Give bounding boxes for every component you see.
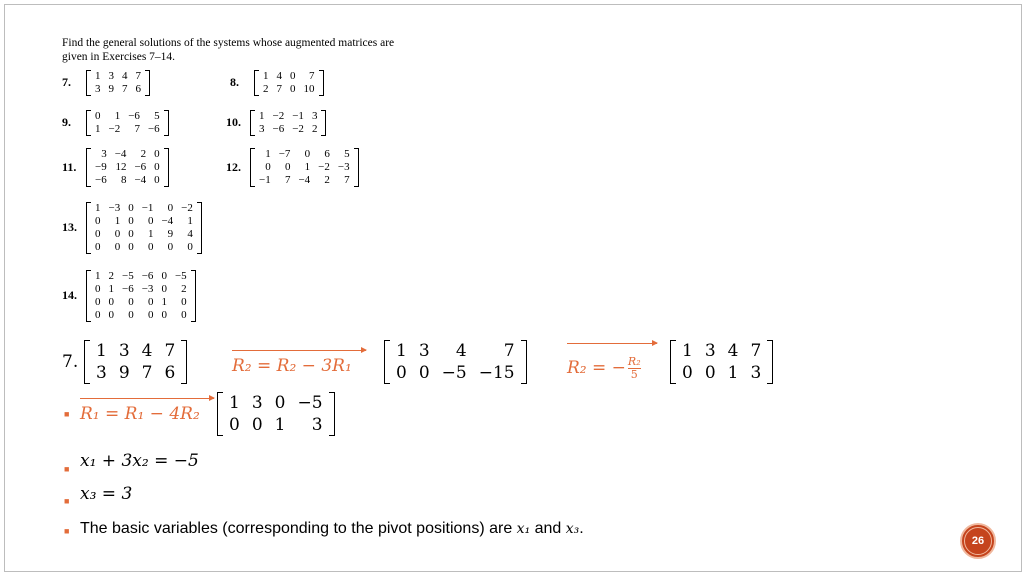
matrix-cell: 0 (154, 174, 160, 186)
matrix-cell: 0 (274, 393, 286, 413)
matrix-cell: 0 (290, 70, 296, 82)
matrix-cell: 0 (128, 309, 134, 321)
matrix-cell: 0 (128, 215, 134, 227)
matrix-m2 (384, 340, 527, 384)
matrix-cell: 4 (727, 341, 739, 361)
matrix-cell: 1 (229, 393, 240, 413)
matrix-cell: −7 (278, 148, 291, 160)
exercise-matrix (86, 110, 169, 136)
matrix-cell: 7 (750, 341, 762, 361)
matrix-cell: 4 (276, 70, 282, 82)
exercise-matrix (254, 70, 324, 96)
exercise-matrix (86, 148, 169, 187)
matrix-cell: 3 (108, 70, 114, 82)
matrix-cell: 0 (396, 363, 407, 383)
matrix-cell: 3 (118, 341, 130, 361)
matrix-cell: 0 (95, 296, 101, 308)
matrix-cell: 7 (141, 363, 153, 383)
exercise-matrix (86, 202, 202, 254)
matrix-cell: −4 (161, 215, 174, 227)
matrix-cell: 4 (141, 341, 153, 361)
exercise-label: 12. (226, 159, 241, 174)
matrix-cell: −5 (441, 363, 467, 383)
matrix-cell: 1 (187, 215, 193, 227)
matrix-cell: −5 (122, 270, 134, 282)
matrix-m1 (84, 340, 187, 384)
matrix-cell: 0 (128, 202, 134, 214)
matrix-cell: 3 (259, 123, 265, 135)
matrix-cell: −1 (259, 174, 271, 186)
row-op-1-arrow (232, 350, 366, 351)
matrix-cell: 7 (309, 70, 315, 82)
matrix-cell: 7 (344, 174, 350, 186)
matrix-cell: −15 (478, 363, 515, 383)
matrix-cell: 0 (167, 202, 174, 214)
matrix-cell: −4 (298, 174, 311, 186)
matrix-cell: 0 (114, 241, 121, 253)
matrix-cell: 0 (181, 296, 187, 308)
matrix-cell: 2 (324, 174, 330, 186)
matrix-cell: 0 (229, 415, 240, 435)
matrix-cell: −5 (297, 393, 323, 413)
exercise-matrix (86, 270, 196, 322)
matrix-cell: 0 (161, 309, 167, 321)
matrix-cell: 3 (418, 341, 430, 361)
bullet-4: ■ (64, 526, 70, 536)
matrix-cell: 1 (263, 70, 269, 82)
matrix-cell: 1 (114, 110, 121, 122)
page-number-badge (960, 523, 996, 559)
matrix-cell: 3 (704, 341, 716, 361)
matrix-cell: 1 (95, 202, 101, 214)
exercise-matrix (250, 148, 359, 187)
matrix-cell: 0 (154, 161, 160, 173)
matrix-cell: 1 (161, 296, 167, 308)
exercise-label: 9. (62, 115, 71, 129)
matrix-cell: 2 (311, 123, 318, 135)
matrix-cell: 0 (95, 309, 101, 321)
matrix-cell: 7 (122, 83, 128, 95)
matrix-cell: 0 (187, 241, 193, 253)
matrix-cell: 3 (101, 148, 107, 160)
sentence-pre: The basic variables (corresponding to the pivot positions) are (80, 520, 517, 537)
matrix-cell: 0 (108, 309, 114, 321)
matrix-cell: −6 (147, 123, 160, 135)
matrix-cell: 3 (311, 110, 318, 122)
matrix-cell: 12 (115, 161, 127, 173)
matrix-cell: 7 (135, 70, 141, 82)
matrix-cell: −9 (95, 161, 107, 173)
matrix-cell: 3 (96, 363, 107, 383)
matrix-cell: 1 (259, 110, 265, 122)
matrix-cell: −1 (141, 202, 154, 214)
matrix-cell: −6 (95, 174, 107, 186)
row-op-2-numerator: R₂ (627, 355, 641, 368)
matrix-cell: 9 (108, 83, 114, 95)
row-op-2 (567, 356, 641, 381)
matrix-cell: 5 (154, 110, 160, 122)
matrix-cell: 10 (303, 83, 315, 95)
matrix-cell: 1 (147, 228, 154, 240)
matrix-cell: 1 (274, 415, 286, 435)
exercise-matrix (250, 110, 326, 136)
row-op-3: R₁ = R₁ − 4R₂ (80, 404, 200, 424)
sentence-end: . (579, 520, 584, 537)
matrix-cell: 3 (95, 83, 101, 95)
row-op-2-denominator: 5 (630, 368, 638, 381)
matrix-cell: 6 (135, 83, 141, 95)
page-number: 26 (971, 535, 985, 547)
matrix-cell: 0 (167, 241, 174, 253)
exercise-intro: Find the general solutions of the systems whose augmented matrices are given in Exercises 7–14. (62, 37, 395, 63)
matrix-cell: 0 (161, 283, 167, 295)
matrix-cell: 0 (95, 283, 101, 295)
matrix-cell: 0 (181, 309, 187, 321)
matrix-cell: −2 (318, 161, 330, 173)
matrix-cell: 0 (265, 161, 271, 173)
matrix-cell: 3 (251, 393, 263, 413)
matrix-cell: 9 (167, 228, 174, 240)
exercise-label: 7. (62, 75, 71, 89)
matrix-cell: 7 (276, 83, 282, 95)
matrix-cell: 1 (95, 123, 101, 135)
matrix-cell: 1 (114, 215, 121, 227)
equation-1: x₁ + 3x₂ = −5 (80, 451, 199, 471)
matrix-cell: 0 (418, 363, 430, 383)
matrix-cell: 0 (147, 296, 154, 308)
matrix-cell: 0 (154, 148, 160, 160)
matrix-cell: −3 (108, 202, 121, 214)
matrix-cell: 9 (118, 363, 130, 383)
matrix-cell: 1 (304, 161, 311, 173)
matrix-cell: −5 (174, 270, 187, 282)
matrix-cell: 7 (164, 341, 176, 361)
matrix-cell: 4 (187, 228, 193, 240)
matrix-m4 (217, 392, 335, 436)
matrix-cell: 2 (108, 270, 114, 282)
matrix-cell: 6 (164, 363, 176, 383)
matrix-cell: 7 (284, 174, 291, 186)
matrix-cell: 5 (344, 148, 350, 160)
matrix-cell: 3 (311, 415, 323, 435)
matrix-cell: 0 (147, 309, 154, 321)
matrix-cell: 0 (95, 110, 101, 122)
exercise-label: 8. (230, 75, 239, 89)
matrix-cell: 4 (122, 70, 128, 82)
matrix-cell: 7 (503, 341, 515, 361)
matrix-cell: 3 (750, 363, 762, 383)
matrix-cell: −3 (337, 161, 350, 173)
matrix-cell: −4 (134, 174, 147, 186)
exercise-label: 14. (62, 288, 77, 302)
exercise-label: 11. (62, 159, 77, 174)
matrix-cell: 2 (263, 83, 269, 95)
bullet-3: ■ (64, 496, 70, 506)
matrix-cell: 0 (284, 161, 291, 173)
matrix-cell: −6 (122, 283, 134, 295)
matrix-cell: 2 (181, 283, 187, 295)
matrix-cell: −2 (272, 110, 285, 122)
matrix-cell: 0 (704, 363, 716, 383)
matrix-cell: −6 (272, 123, 285, 135)
row-op-2-arrow (567, 343, 657, 344)
var-x3: x₃ (565, 521, 580, 537)
matrix-cell: 1 (108, 283, 114, 295)
matrix-cell: 0 (128, 241, 134, 253)
matrix-cell: 0 (128, 296, 134, 308)
matrix-cell: 0 (108, 296, 114, 308)
matrix-cell: −6 (141, 270, 154, 282)
matrix-cell: 0 (251, 415, 263, 435)
matrix-cell: 0 (304, 148, 311, 160)
matrix-cell: −4 (114, 148, 127, 160)
var-x1: x₁ (516, 521, 531, 537)
bullet-1: ■ (64, 409, 70, 419)
sentence-mid: and (530, 520, 566, 537)
matrix-cell: 0 (147, 215, 154, 227)
matrix-cell: 0 (114, 228, 121, 240)
matrix-cell: 0 (147, 241, 154, 253)
matrix-cell: 1 (396, 341, 407, 361)
matrix-cell: 0 (95, 215, 101, 227)
matrix-cell: 0 (161, 270, 167, 282)
matrix-m3 (670, 340, 773, 384)
exercise-label: 10. (226, 115, 241, 129)
matrix-cell: −6 (134, 161, 147, 173)
row-op-3-arrow (80, 398, 214, 399)
matrix-cell: 1 (265, 148, 271, 160)
row-op-1: R₂ = R₂ − 3R₁ (232, 356, 352, 376)
bullet-2: ■ (64, 464, 70, 474)
matrix-cell: 0 (290, 83, 296, 95)
matrix-cell: 1 (95, 270, 101, 282)
matrix-cell: 0 (95, 228, 101, 240)
matrix-cell: 1 (682, 341, 693, 361)
equation-2: x₃ = 3 (80, 484, 133, 504)
row-op-2-prefix: R₂ = − (567, 358, 626, 378)
matrix-cell: −2 (292, 123, 304, 135)
matrix-cell: −6 (128, 110, 140, 122)
matrix-cell: 0 (95, 241, 101, 253)
basic-variables-sentence (80, 520, 584, 538)
matrix-cell: 8 (120, 174, 127, 186)
matrix-cell: 6 (324, 148, 330, 160)
matrix-cell: 1 (95, 70, 101, 82)
matrix-cell: −2 (181, 202, 193, 214)
exercise-matrix (86, 70, 150, 96)
matrix-cell: 0 (128, 228, 134, 240)
matrix-cell: 7 (134, 123, 140, 135)
solution-label: 7. (62, 352, 79, 372)
matrix-cell: 1 (727, 363, 739, 383)
matrix-cell: 2 (140, 148, 147, 160)
matrix-cell: −1 (292, 110, 304, 122)
matrix-cell: −3 (141, 283, 154, 295)
matrix-cell: 0 (682, 363, 693, 383)
matrix-cell: 1 (96, 341, 107, 361)
matrix-cell: −2 (108, 123, 121, 135)
matrix-cell: 4 (455, 341, 467, 361)
exercise-label: 13. (62, 220, 77, 234)
